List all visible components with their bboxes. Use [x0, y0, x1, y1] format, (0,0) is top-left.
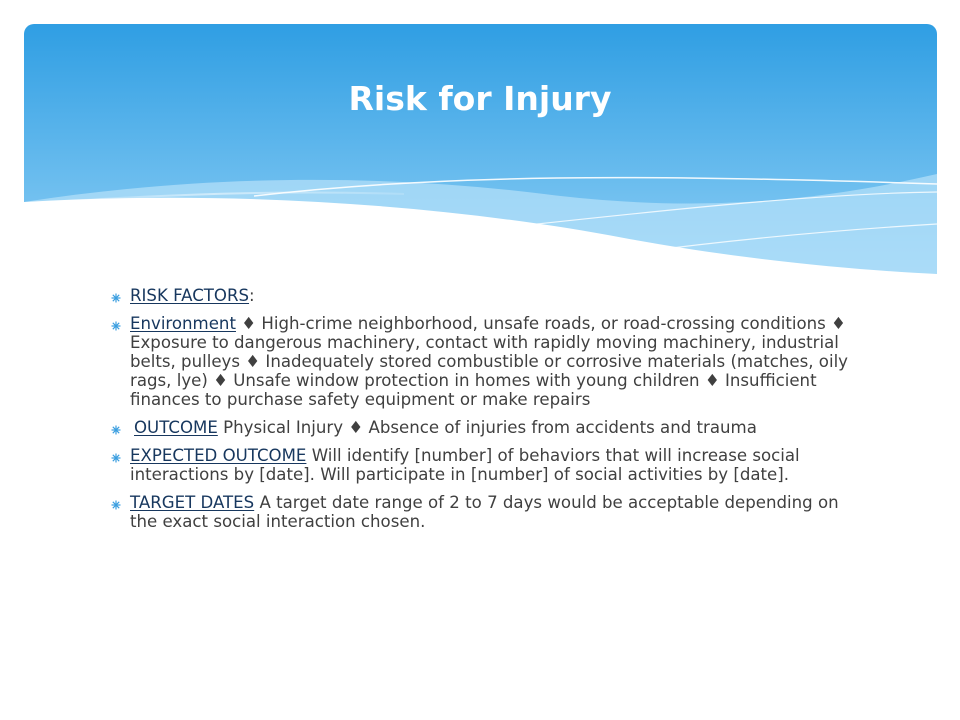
list-item — [113, 314, 853, 409]
bullet-text: A target date range of 2 to 7 days would be acceptable depending on the exact social interaction chosen. — [130, 493, 839, 531]
bullet-label: RISK FACTORS — [130, 286, 250, 305]
bullet-label: Environment — [130, 314, 236, 333]
list-item — [113, 446, 853, 484]
bullet-text: ♦ High-crime neighborhood, unsafe roads, or road-crossing conditions ♦ Exposure to dangerous machinery, contact with rapidly moving machinery, industrial belts, pulleys ♦ Inadequately stored combustible or corrosive materials (matches, oily rags, lye) ♦ Unsafe window protection in homes with young children ♦ Insufficient finances to purchase safety equipment or make repairs — [130, 314, 848, 409]
bullet-text: : — [249, 286, 255, 305]
list-item — [113, 418, 853, 437]
bullet-label: EXPECTED OUTCOME — [130, 446, 307, 465]
bullet-text: Physical Injury ♦ Absence of injuries from accidents and trauma — [217, 418, 757, 437]
title-banner — [24, 24, 937, 274]
list-item — [113, 286, 853, 305]
bullet-label: OUTCOME — [134, 418, 218, 437]
wave-banner-graphic — [24, 24, 937, 274]
bullet-label: TARGET DATES — [130, 493, 255, 512]
bullet-text: Will identify [number] of behaviors that will increase social interactions by [date]. Will participate in [number] of social activities by [date]. — [130, 446, 800, 484]
slide-title: Risk for Injury — [348, 79, 612, 118]
asterisk-bullet-icon — [111, 288, 121, 298]
asterisk-bullet-icon — [111, 420, 121, 430]
asterisk-bullet-icon — [111, 316, 121, 326]
asterisk-bullet-icon — [111, 448, 121, 458]
asterisk-bullet-icon — [111, 495, 121, 505]
list-item — [113, 493, 853, 531]
bullet-list — [113, 286, 853, 540]
